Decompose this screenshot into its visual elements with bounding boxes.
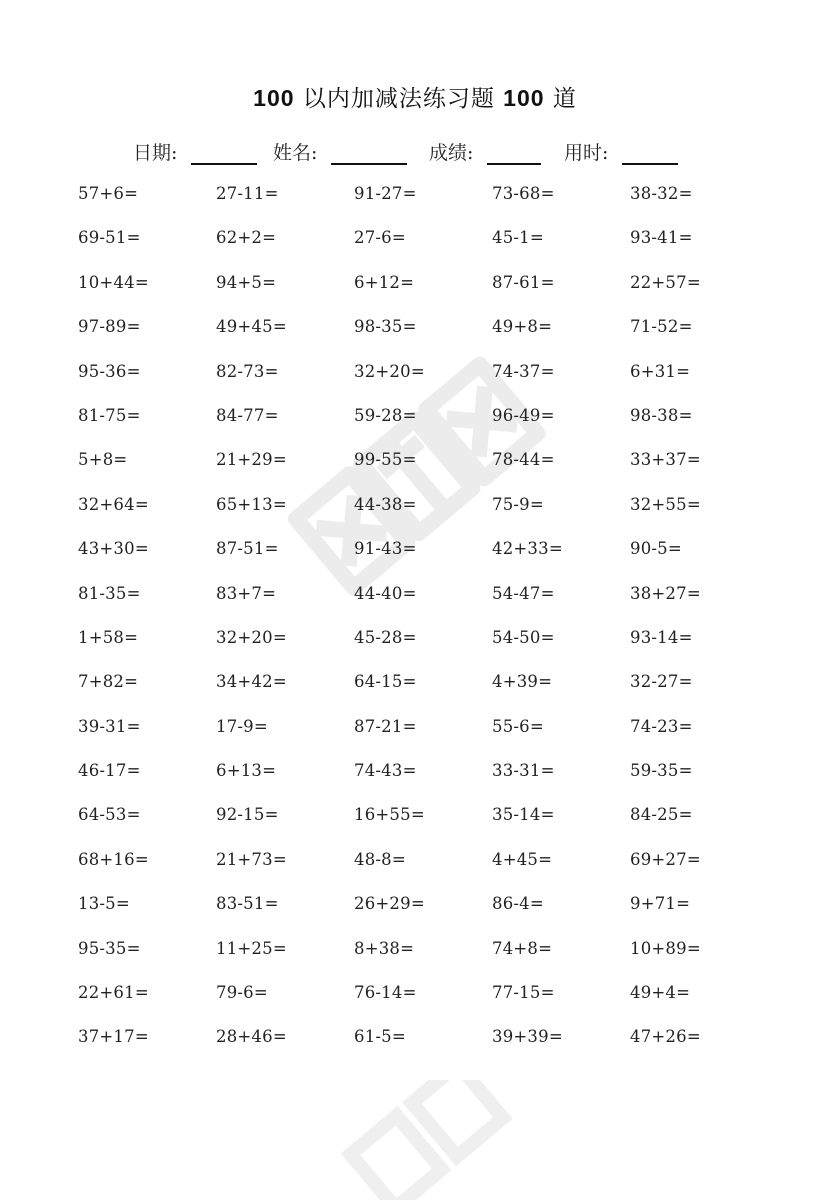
- problem-cell: 43+30=: [78, 539, 149, 559]
- problem-cell: 95-36=: [78, 361, 141, 381]
- problem-cell: 91-43=: [354, 539, 417, 559]
- problem-cell: 64-15=: [354, 672, 417, 692]
- problem-cell: 27-11=: [216, 184, 279, 203]
- problem-cell: 82-73=: [216, 361, 279, 381]
- score-field: [429, 138, 541, 165]
- page-title: [0, 80, 830, 113]
- date-blank[interactable]: [191, 139, 257, 165]
- problem-cell: 83-51=: [216, 894, 279, 914]
- problem-cell: 98-38=: [630, 405, 693, 425]
- watermark-bottom-icon: [300, 1080, 560, 1200]
- problem-cell: 87-51=: [216, 539, 279, 559]
- problem-cell: 38-32=: [630, 184, 693, 203]
- problem-cell: 83+7=: [216, 583, 277, 603]
- problem-cell: 74+8=: [492, 938, 553, 958]
- problem-cell: 77-15=: [492, 983, 555, 1003]
- date-label: 日期:: [133, 142, 178, 164]
- title-count-2: 100: [503, 85, 545, 111]
- problem-cell: 22+61=: [78, 983, 149, 1003]
- problem-cell: 9+71=: [630, 894, 691, 914]
- problem-cell: 32+55=: [630, 494, 701, 514]
- problem-cell: 93-41=: [630, 228, 693, 248]
- problem-cell: 81-75=: [78, 405, 141, 425]
- problem-cell: 4+39=: [492, 672, 553, 692]
- problem-cell: 37+17=: [78, 1027, 149, 1047]
- problem-cell: 97-89=: [78, 317, 141, 337]
- problem-cell: 6+12=: [354, 272, 415, 292]
- problem-cell: 44-38=: [354, 494, 417, 514]
- problem-cell: 45-1=: [492, 228, 544, 248]
- problem-cell: 79-6=: [216, 983, 268, 1003]
- problem-cell: 57+6=: [78, 184, 139, 203]
- problem-cell: 6+31=: [630, 361, 691, 381]
- problem-cell: 10+44=: [78, 272, 149, 292]
- time-field: [564, 138, 678, 165]
- problem-cell: 8+38=: [354, 938, 415, 958]
- problem-cell: 33+37=: [630, 450, 701, 470]
- problem-cell: 69-51=: [78, 228, 141, 248]
- problem-cell: 74-43=: [354, 761, 417, 781]
- problem-cell: 28+46=: [216, 1027, 287, 1047]
- title-suffix: 道: [544, 86, 577, 112]
- problem-cell: 17-9=: [216, 716, 268, 736]
- problem-cell: 16+55=: [354, 805, 425, 825]
- problem-cell: 47+26=: [630, 1027, 701, 1047]
- problem-cell: 21+29=: [216, 450, 287, 470]
- name-blank[interactable]: [331, 139, 407, 165]
- problem-cell: 5+8=: [78, 450, 128, 470]
- problem-cell: 86-4=: [492, 894, 544, 914]
- problem-cell: 98-35=: [354, 317, 417, 337]
- problem-cell: 32-27=: [630, 672, 693, 692]
- problem-cell: 21+73=: [216, 849, 287, 869]
- problem-cell: 64-53=: [78, 805, 141, 825]
- problem-cell: 10+89=: [630, 938, 701, 958]
- problem-cell: 46-17=: [78, 761, 141, 781]
- name-field: [273, 138, 407, 165]
- problem-cell: 96-49=: [492, 405, 555, 425]
- problem-cell: 34+42=: [216, 672, 287, 692]
- problem-cell: 44-40=: [354, 583, 417, 603]
- time-label: 用时:: [564, 142, 609, 164]
- problem-cell: 59-35=: [630, 761, 693, 781]
- title-text: 以内加减法练习题: [294, 86, 504, 112]
- problem-cell: 54-50=: [492, 627, 555, 647]
- score-label: 成绩:: [429, 142, 474, 164]
- problem-cell: 32+20=: [354, 361, 425, 381]
- problem-cell: 76-14=: [354, 983, 417, 1003]
- problem-cell: 65+13=: [216, 494, 287, 514]
- problem-cell: 49+4=: [630, 983, 691, 1003]
- problem-cell: 49+45=: [216, 317, 287, 337]
- problem-cell: 54-47=: [492, 583, 555, 603]
- problem-cell: 90-5=: [630, 539, 682, 559]
- problem-cell: 38+27=: [630, 583, 701, 603]
- problem-cell: 48-8=: [354, 849, 406, 869]
- name-label: 姓名:: [273, 142, 318, 164]
- problem-cell: 59-28=: [354, 405, 417, 425]
- problem-cell: 93-14=: [630, 627, 693, 647]
- problem-cell: 1+58=: [78, 627, 139, 647]
- problem-cell: 42+33=: [492, 539, 563, 559]
- problem-cell: 75-9=: [492, 494, 544, 514]
- problem-cell: 94+5=: [216, 272, 277, 292]
- problem-cell: 49+8=: [492, 317, 553, 337]
- problem-cell: 11+25=: [216, 938, 287, 958]
- title-count-1: 100: [253, 85, 295, 111]
- problem-cell: 26+29=: [354, 894, 425, 914]
- problem-cell: 74-23=: [630, 716, 693, 736]
- problem-cell: 73-68=: [492, 184, 555, 203]
- problem-cell: 71-52=: [630, 317, 693, 337]
- problem-cell: 13-5=: [78, 894, 130, 914]
- problem-cell: 27-6=: [354, 228, 406, 248]
- problem-cell: 39-31=: [78, 716, 141, 736]
- problem-cell: 33-31=: [492, 761, 555, 781]
- score-blank[interactable]: [487, 139, 541, 165]
- time-blank[interactable]: [622, 139, 678, 165]
- date-field: [133, 138, 257, 165]
- problem-cell: 45-28=: [354, 627, 417, 647]
- problem-cell: 95-35=: [78, 938, 141, 958]
- problem-cell: 68+16=: [78, 849, 149, 869]
- header-fields: [0, 138, 830, 168]
- problem-cell: 99-55=: [354, 450, 417, 470]
- problem-cell: 87-21=: [354, 716, 417, 736]
- problem-cell: 22+57=: [630, 272, 701, 292]
- problem-cell: 84-77=: [216, 405, 279, 425]
- problem-cell: 87-61=: [492, 272, 555, 292]
- problem-cell: 55-6=: [492, 716, 544, 736]
- problem-cell: 84-25=: [630, 805, 693, 825]
- problem-cell: 32+20=: [216, 627, 287, 647]
- problem-cell: 4+45=: [492, 849, 553, 869]
- problem-cell: 32+64=: [78, 494, 149, 514]
- problem-cell: 7+82=: [78, 672, 139, 692]
- problem-cell: 62+2=: [216, 228, 277, 248]
- problem-cell: 35-14=: [492, 805, 555, 825]
- problem-cell: 91-27=: [354, 184, 417, 203]
- problem-cell: 92-15=: [216, 805, 279, 825]
- problem-cell: 78-44=: [492, 450, 555, 470]
- problem-cell: 39+39=: [492, 1027, 563, 1047]
- problem-cell: 81-35=: [78, 583, 141, 603]
- problem-cell: 74-37=: [492, 361, 555, 381]
- problem-cell: 6+13=: [216, 761, 277, 781]
- problem-cell: 61-5=: [354, 1027, 406, 1047]
- problem-cell: 69+27=: [630, 849, 701, 869]
